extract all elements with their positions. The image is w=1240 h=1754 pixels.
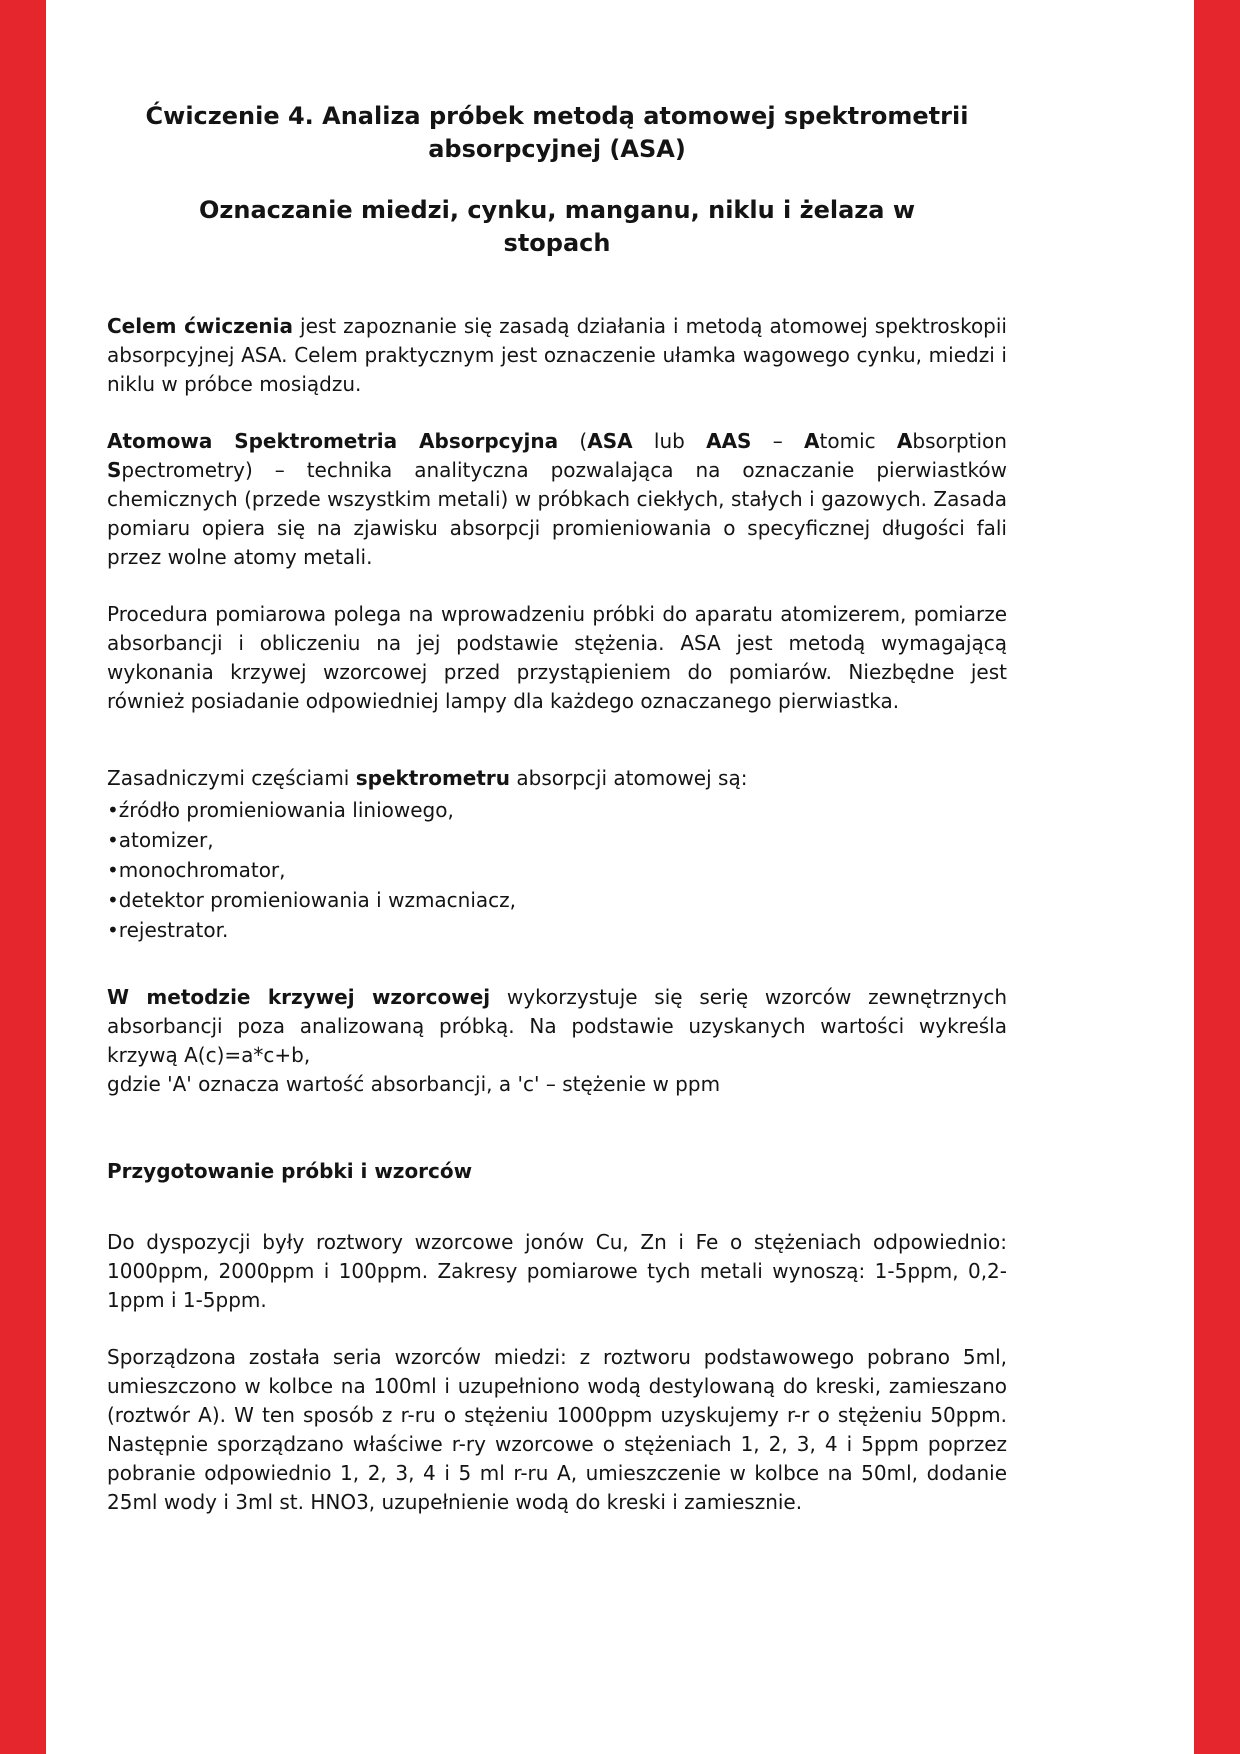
subtitle-line-1: Oznaczanie miedzi, cynku, manganu, niklu i żelaza w [198,196,915,224]
text-segment: tomic [819,429,897,453]
paragraph-calibration [107,983,1007,1070]
text-segment: spektrometru [355,766,511,790]
list-item-label: rejestrator. [118,918,229,942]
right-red-margin [1194,0,1240,1754]
text-segment: S [107,458,122,482]
text-segment: A [804,429,820,453]
list-item [107,855,1007,885]
text-segment: wykorzystuje się serię wzorców zewnętrznych absorbancji poza analizowaną próbką. Na podstawie uzyskanych wartości wykreśla krzywą A(c)=a*c+b, [107,985,1007,1067]
text-segment: Procedura pomiarowa polega na wprowadzeniu próbki do aparatu atomizerem, pomiarze absorbancji i obliczeniu na jej podstawie stężenia. ASA jest metodą wymagającą wykonania krzywej wzorcowej przed przystąpieniem do pomiarów. Niezbędne jest również posiadanie odpowiedniej lampy dla każdego oznaczanego pierwiastka. [107,602,1007,713]
document-title [107,100,1007,166]
text-segment: Atomowa Spektrometria Absorpcyjna [107,429,559,453]
bullet-icon: • [107,798,119,822]
text-segment: A [896,429,913,453]
text-segment: Sporządzona została seria wzorców miedzi: z roztworu podstawowego pobrano 5ml, umieszczono w kolbce na 100ml i uzupełniono wodą destylowaną do kreski, zamieszano (roztwór A). W ten sposób z r-ru o stężeniu 1000ppm uzyskujemy r-r o stężeniu 50ppm. Następnie sporządzano właściwe r-ry wzorcowe o stężeniach 1, 2, 3, 4 i 5ppm poprzez pobranie odpowiednio 1, 2, 3, 4 i 5 ml r-ru A, umieszczenie w kolbce na 50ml, dodanie 25ml wody i 3ml st. HNO3, uzupełnienie wodą do kreski i zamiesznie. [107,1345,1007,1514]
paragraph-aim [107,312,1007,399]
paragraph-asa-definition [107,427,1007,572]
text-segment: jest zapoznanie się zasadą działania i metodą atomowej spektroskopii absorpcyjnej ASA. Celem praktycznym jest oznaczenie ułamka wagowego cynku, miedzi i niklu w próbce mosiądzu. [107,314,1007,396]
text-segment: Celem ćwiczenia [107,314,293,338]
title-line-1: Ćwiczenie 4. Analiza próbek metodą atomowej spektrometrii [145,102,969,130]
paragraph-procedure [107,600,1007,716]
list-item-label: źródło promieniowania liniowego, [118,798,454,822]
document-subtitle [107,194,1007,260]
text-segment: ( [558,429,588,453]
text-segment: – [751,429,805,453]
text-segment: Do dyspozycji były roztwory wzorcowe jonów Cu, Zn i Fe o stężeniach odpowiednio: 1000ppm, 2000ppm i 100ppm. Zakresy pomiarowe tych metali wynoszą: 1-5ppm, 0,2-1ppm i 1-5ppm. [107,1230,1007,1312]
text-segment: bsorption [912,429,1007,453]
list-item [107,915,1007,945]
text-segment: AAS [706,429,752,453]
text-segment: W metodzie krzywej wzorcowej [107,985,491,1009]
paragraph-standards [107,1228,1007,1315]
components-list [107,795,1007,945]
text-segment: gdzie 'A' oznacza wartość absorbancji, a 'c' – stężenie w ppm [107,1072,721,1096]
text-segment: pectrometry) – technika analityczna pozwalająca na oznaczanie pierwiastków chemicznych (przede wszystkim metali) w próbkach ciekłych, stałych i gazowych. Zasada pomiaru opiera się na zjawisku absorpcji promieniowania o specyficznej długości fali przez wolne atomy metali. [107,458,1007,569]
paragraph-components-intro [107,764,1007,793]
list-item-label: detektor promieniowania i wzmacniacz, [118,888,517,912]
text-segment: Zasadniczymi częściami [107,766,356,790]
text-segment: lub [632,429,707,453]
list-item [107,885,1007,915]
title-line-2: absorpcyjnej (ASA) [428,135,686,163]
bullet-icon: • [107,888,119,912]
list-item [107,795,1007,825]
left-red-margin [0,0,46,1754]
text-segment: absorpcji atomowej są: [510,766,748,790]
list-item-label: atomizer, [118,828,214,852]
bullet-icon: • [107,828,119,852]
section-heading: Przygotowanie próbki i wzorców [107,1159,473,1183]
bullet-icon: • [107,858,119,882]
document-page [107,100,1007,1517]
paragraph-preparation [107,1343,1007,1517]
list-item-label: monochromator, [118,858,286,882]
paragraph-calibration-note [107,1070,1007,1099]
subtitle-line-2: stopach [503,229,611,257]
bullet-icon: • [107,918,119,942]
text-segment: ASA [587,429,633,453]
list-item [107,825,1007,855]
